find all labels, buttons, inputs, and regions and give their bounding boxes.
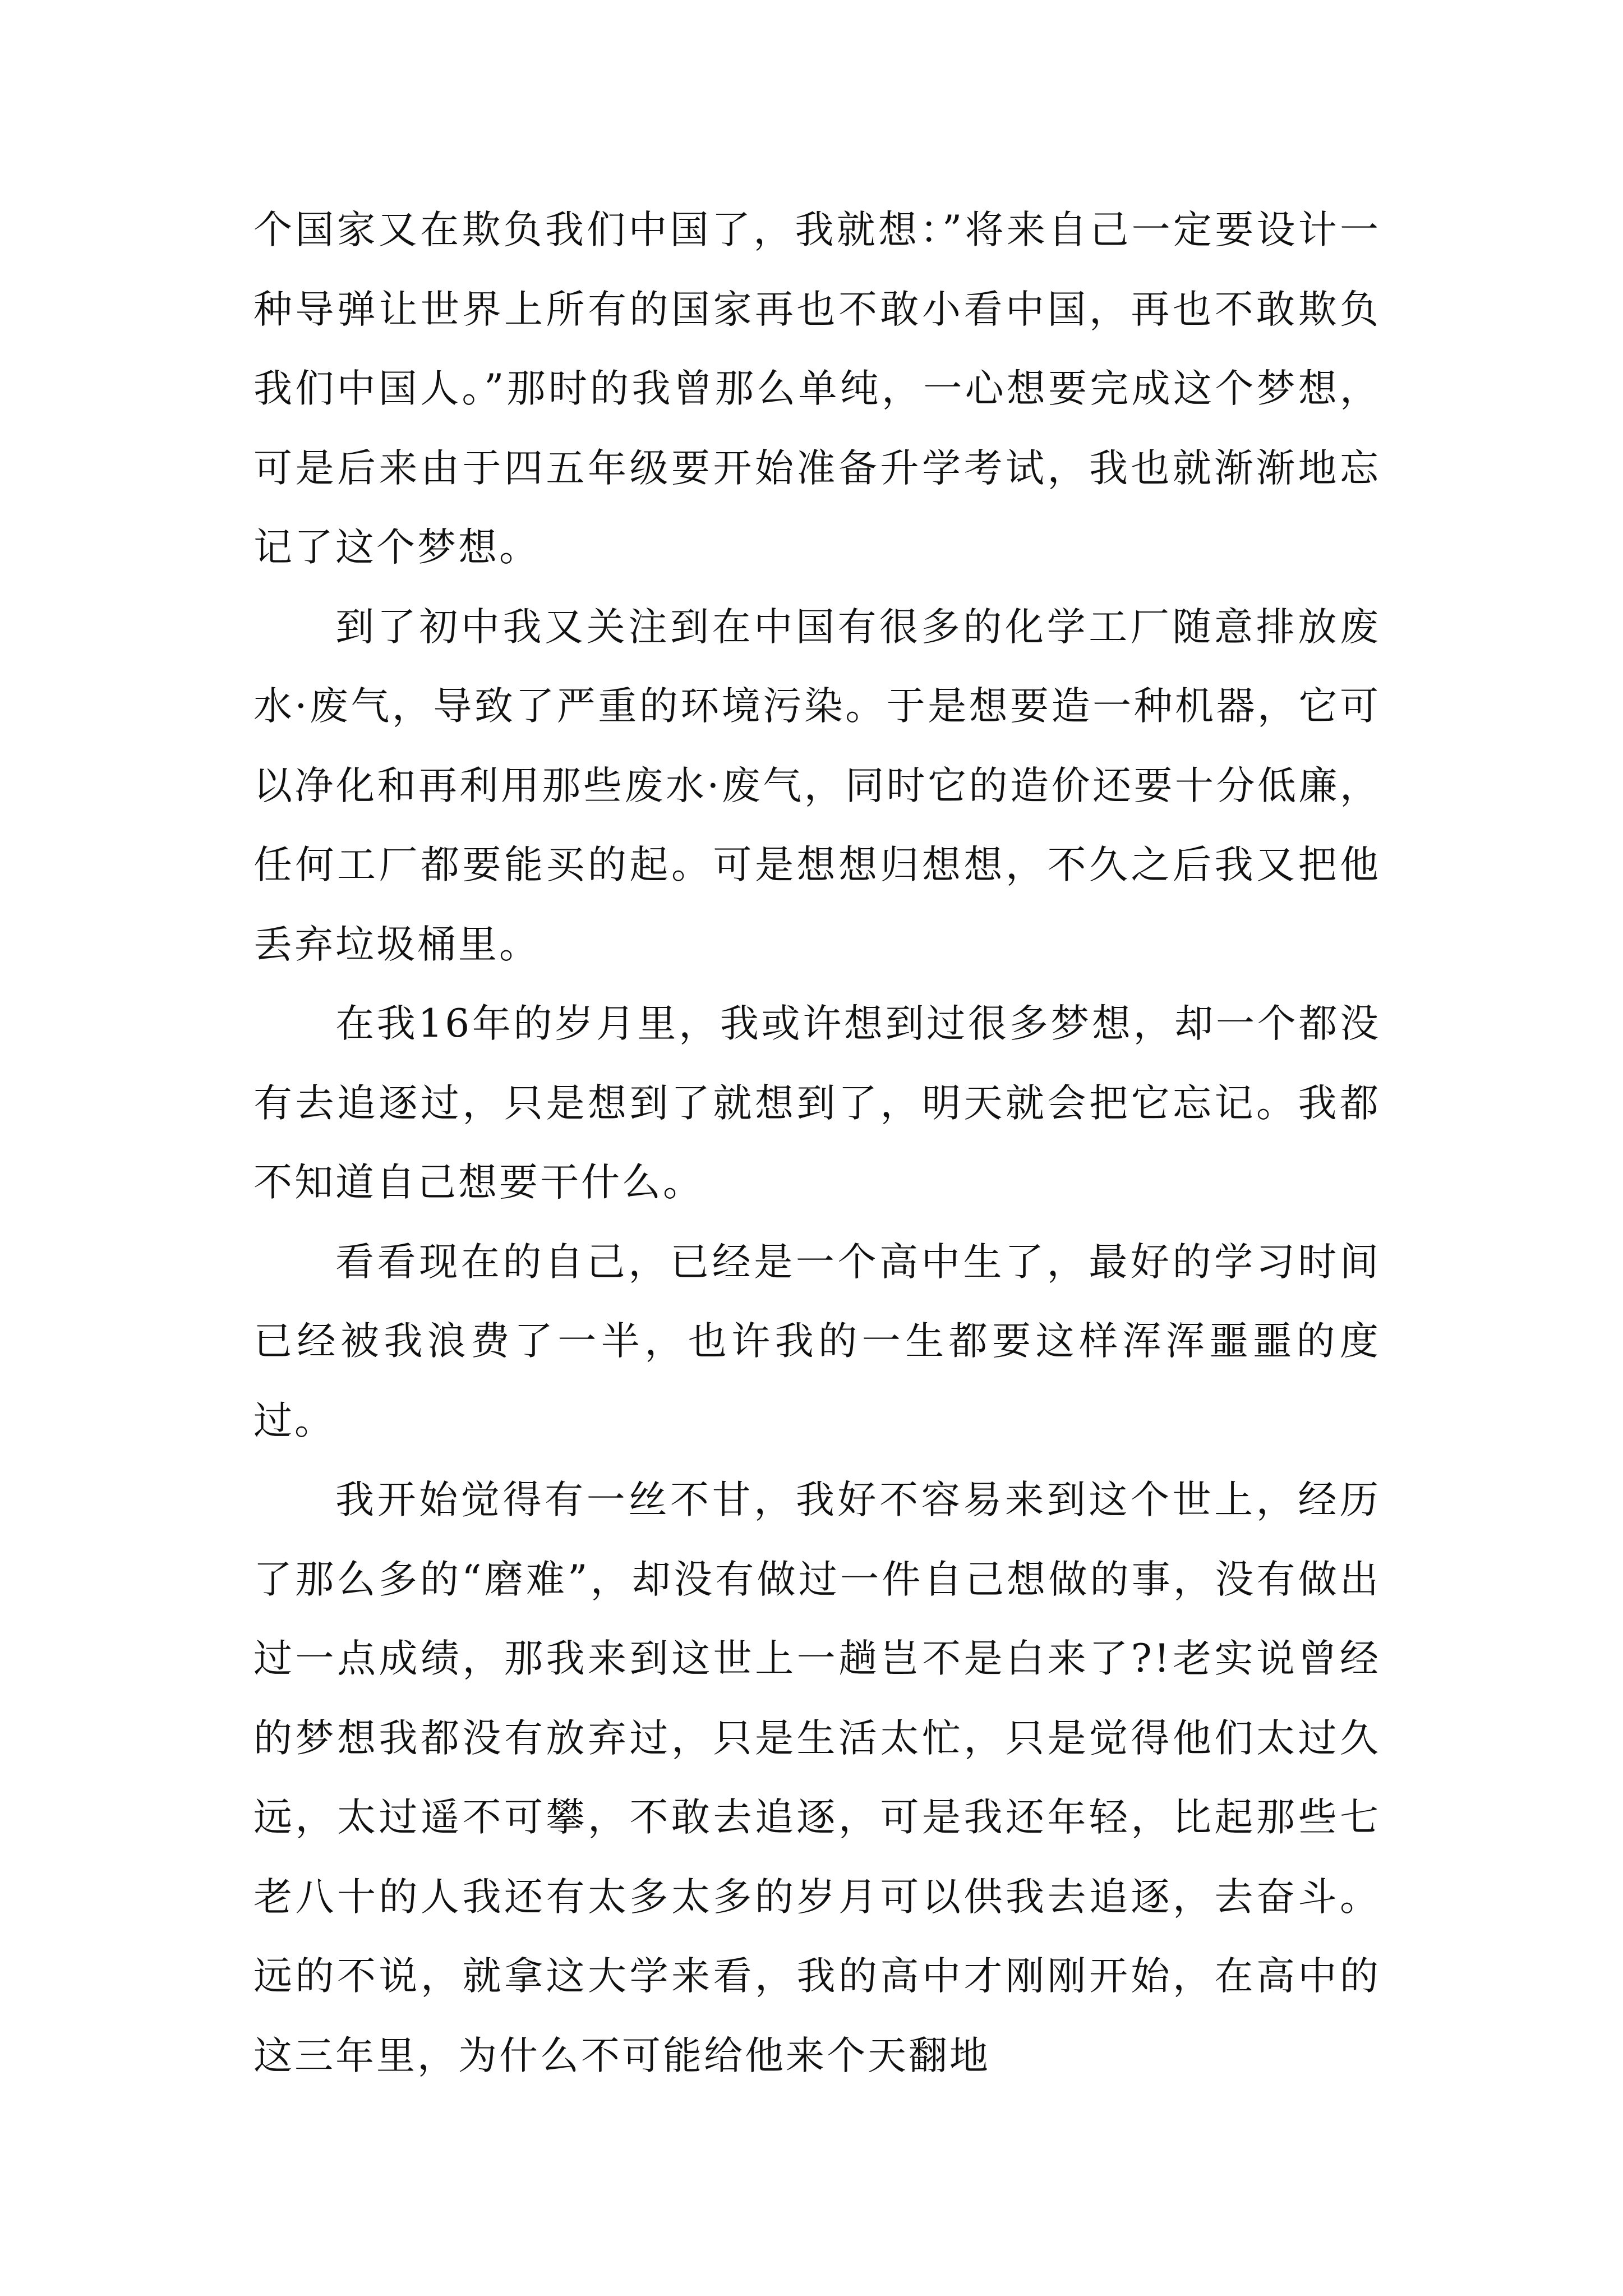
paragraph-3: 在我16年的岁月里，我或许想到过很多梦想，却一个都没有去追逐过，只是想到了就想到了，明天就会把它忘记。我都不知道自己想要干什么。 (253, 1001, 1381, 1205)
paragraph-4: 看看现在的自己，已经是一个高中生了，最好的学习时间已经被我浪费了一半，也许我的一生都要这样浑浑噩噩的度过。 (253, 1239, 1381, 1443)
paragraph-5: 我开始觉得有一丝不甘，我好不容易来到这个世上，经历了那么多的“磨难”，却没有做过一件自己想做的事，没有做出过一点成绩，那我来到这世上一趟岂不是白来了?!老实说曾经的梦想我都没有放弃过，只是生活太忙，只是觉得他们太过久远，太过遥不可攀，不敢去追逐，可是我还年轻，比起那些七老八十的人我还有太多太多的岁月可以供我去追逐，去奋斗。远的不说，就拿这大学来看，我的高中才刚刚开始，在高中的这三年里，为什么不可能给他来个天翻地 (253, 1478, 1381, 2078)
paragraph-1: 个国家又在欺负我们中国了，我就想：”将来自己一定要设计一种导弹让世界上所有的国家再也不敢小看中国，再也不敢欺负我们中国人。”那时的我曾那么单纯，一心想要完成这个梦想，可是后来由于四五年级要开始准备升学考试，我也就渐渐地忘记了这个梦想。 (253, 208, 1381, 570)
paragraph-2: 到了初中我又关注到在中国有很多的化学工厂随意排放废水·废气，导致了严重的环境污染。于是想要造一种机器，它可以净化和再利用那些废水·废气，同时它的造价还要十分低廉，任何工厂都要能买的起。可是想想归想想，不久之后我又把他丢弃垃圾桶里。 (253, 604, 1381, 967)
document-body (253, 191, 1381, 2096)
